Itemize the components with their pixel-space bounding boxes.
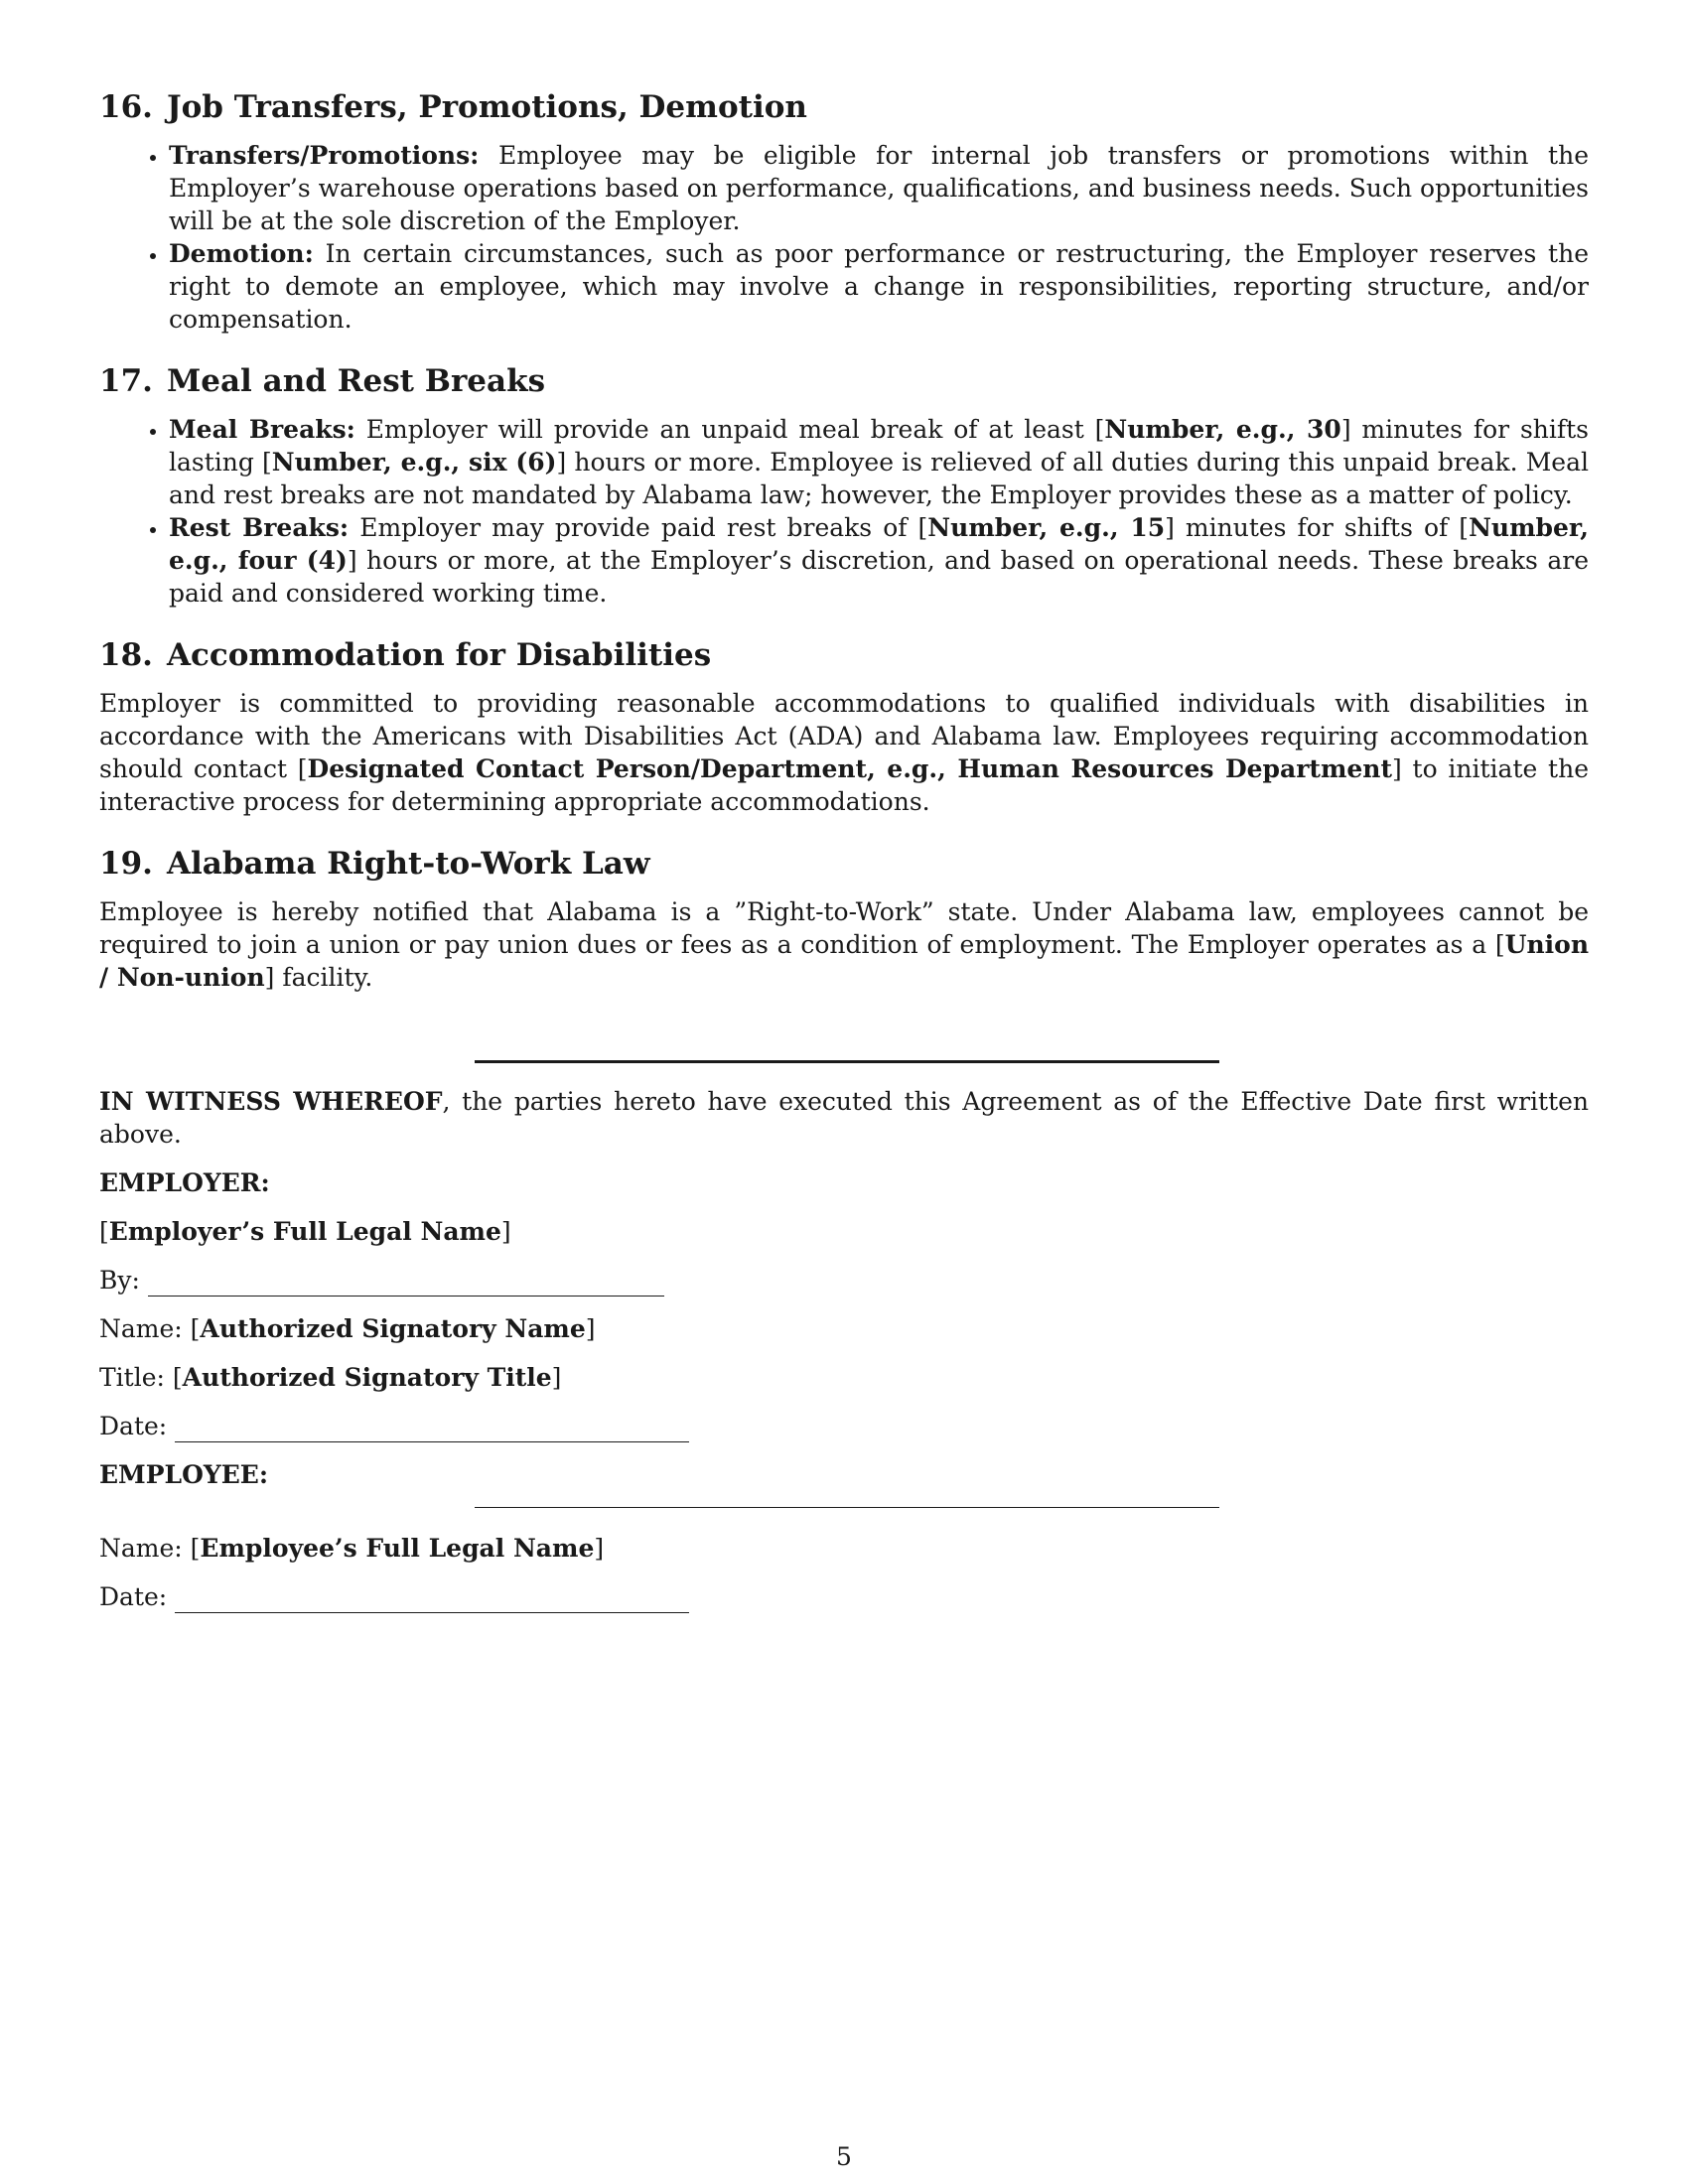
list-item: • Rest Breaks: Employer may provide paid rest breaks of [Number, e.g., 15] minutes for shifts of [Number, e.g., four (4)] hours or more, at the Employer’s discretion, and based on operational needs. These breaks are paid and considered working time. (169, 511, 1589, 610)
paragraph: Employee is hereby notified that Alabama is a ”Right-to-Work” state. Under Alabama law, employees cannot be required to join a union or pay union dues or fees as a condition of employment. The Employer operates as a [Union / Non-union] facility. (99, 897, 1589, 992)
page-number: 5 (836, 2142, 852, 2171)
section-19 (99, 844, 1589, 994)
employer-heading: EMPLOYER: (99, 1168, 270, 1197)
employer-signature-line[interactable] (148, 1268, 664, 1297)
section-heading: 17. Meal and Rest Breaks (99, 363, 546, 399)
authorized-title-row: Title: [Authorized Signatory Title] (99, 1363, 562, 1392)
bullet-list (99, 139, 1589, 336)
list-item: • Transfers/Promotions: Employee may be eligible for internal job transfers or promotions within the Employer’s warehouse operations based on performance, qualifications, and business needs. Such opportunities will be at the sole discretion of the Employer. (169, 139, 1589, 237)
employer-name: [Employer’s Full Legal Name] (99, 1217, 511, 1246)
section-divider (475, 1060, 1219, 1063)
employee-name-row: Name: [Employee’s Full Legal Name] (99, 1534, 605, 1563)
section-16 (99, 87, 1589, 336)
signature-block (99, 1085, 1589, 1491)
list-item: • Demotion: In certain circumstances, such as poor performance or restructuring, the Employer reserves the right to demote an employee, which may involve a change in responsibilities, reporting structure, and/or compensation. (169, 237, 1589, 336)
employee-signature-line[interactable] (475, 1507, 1219, 1508)
employee-date-line[interactable] (175, 1584, 689, 1613)
employer-date-row: Date: (99, 1410, 1589, 1442)
section-heading: 19. Alabama Right-to-Work Law (99, 846, 650, 882)
bullet-list (99, 413, 1589, 610)
paragraph: Employer is committed to providing reasonable accommodations to qualified individuals with disabilities in accordance with the Americans with Disabilities Act (ADA) and Alabama law. Employees requiring accommodation should contact [Designated Contact Person/Department, e.g., Human Resources Department] to initiate the interactive process for determining appropriate accommodations. (99, 689, 1590, 816)
employer-date-line[interactable] (175, 1414, 689, 1442)
document-page (99, 87, 1589, 1020)
authorized-name-row: Name: [Authorized Signatory Name] (99, 1314, 596, 1343)
witness-statement: IN WITNESS WHEREOF, the parties hereto have executed this Agreement as of the Effective Date first written above. (99, 1087, 1590, 1149)
section-17 (99, 361, 1589, 610)
employee-date-row: Date: (99, 1580, 1589, 1613)
section-18 (99, 635, 1589, 818)
section-heading: 16. Job Transfers, Promotions, Demotion (99, 89, 807, 125)
section-heading: 18. Accommodation for Disabilities (99, 637, 712, 673)
employee-heading: EMPLOYEE: (99, 1460, 269, 1489)
list-item: • Meal Breaks: Employer will provide an unpaid meal break of at least [Number, e.g., 30] minutes for shifts lasting [Number, e.g., six (6)] hours or more. Employee is relieved of all duties during this unpaid break. Meal and rest breaks are not mandated by Alabama law; however, the Employer provides these as a matter of policy. (169, 413, 1589, 511)
by-row: By: (99, 1264, 1589, 1297)
employee-block (99, 1532, 1589, 1613)
